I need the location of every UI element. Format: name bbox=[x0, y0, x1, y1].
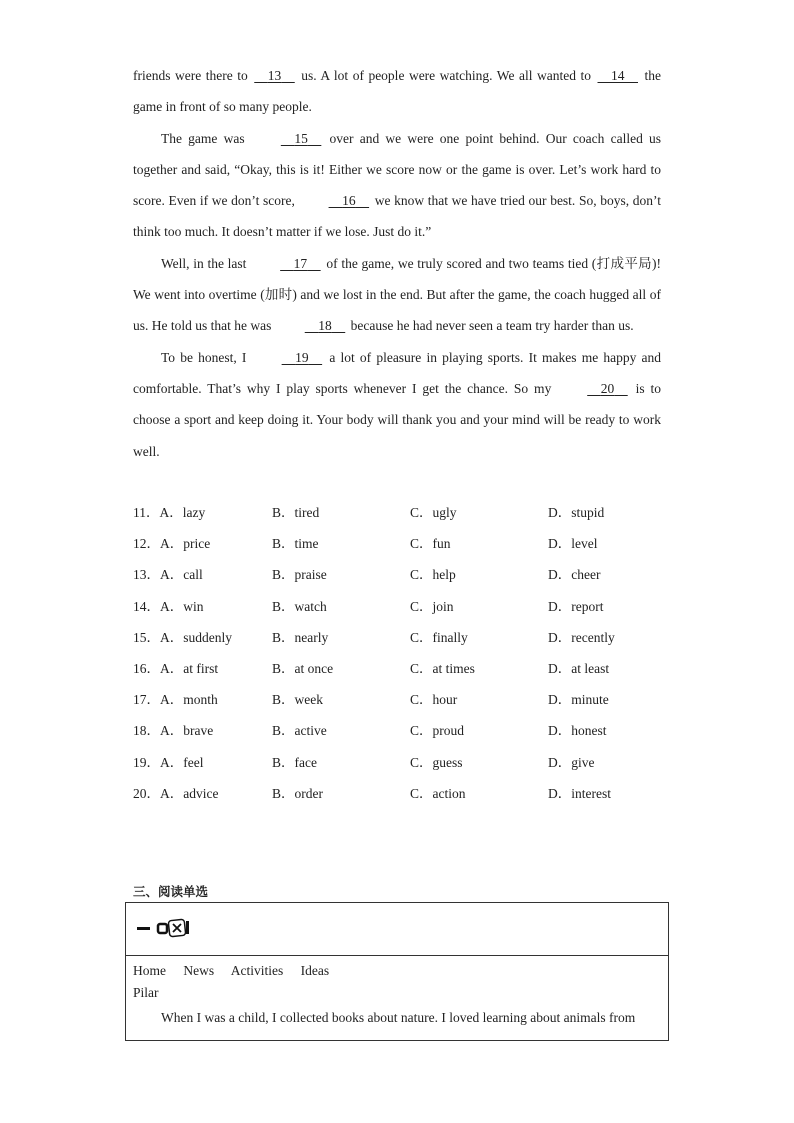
question-row bbox=[133, 622, 693, 653]
paragraph-3 bbox=[133, 248, 661, 342]
option-b: B．tired bbox=[272, 505, 320, 520]
option-a: 19．A．feel bbox=[133, 754, 204, 770]
blank-13: 13 bbox=[267, 68, 282, 83]
question-row bbox=[133, 497, 693, 528]
option-c: C．proud bbox=[410, 723, 464, 739]
option-c: C．join bbox=[410, 598, 454, 614]
question-row bbox=[133, 528, 693, 559]
option-a: 20．A．advice bbox=[133, 785, 219, 801]
blank-18: 18 bbox=[318, 318, 332, 334]
option-c: C．ugly bbox=[410, 505, 457, 520]
option-d: D．interest bbox=[548, 785, 611, 801]
passage-text: To be honest, I bbox=[161, 349, 247, 365]
section-title: 三、阅读单选 bbox=[133, 884, 209, 899]
web-page-header bbox=[126, 903, 668, 956]
question-row bbox=[133, 591, 693, 622]
passage-text: Well, in the last bbox=[161, 255, 247, 271]
blank-17: 17 bbox=[293, 255, 308, 271]
option-b: B．nearly bbox=[272, 629, 329, 645]
option-c: C．action bbox=[410, 785, 466, 801]
question-row bbox=[133, 778, 693, 809]
blank-15: 15 bbox=[294, 130, 308, 146]
option-b: B．watch bbox=[272, 598, 327, 614]
passage-text: us. A lot of people were watching. We all wanted to bbox=[301, 68, 591, 83]
option-c: C．help bbox=[410, 567, 456, 583]
option-b: B．week bbox=[272, 692, 323, 708]
reading-web-page-figure bbox=[125, 902, 669, 1041]
passage-text: over and we were one point behind. Our coach called us together and said, “Okay, this is it! Either we score now or the game is over. Let’s work hard to score. Even if we don’t score, bbox=[133, 130, 662, 209]
blank-14: 14 bbox=[611, 68, 625, 83]
nav-item-news: News bbox=[183, 963, 215, 978]
option-d: D．level bbox=[548, 536, 598, 552]
option-d: D．recently bbox=[548, 629, 615, 645]
option-a: 12．A．price bbox=[133, 536, 211, 552]
passage-text: of the game, we truly scored and two teams tied (打成平局)! We went into overtime (加时) and we lost in the end. But after the game, the coach hugged all of us. He told us that he was bbox=[133, 255, 661, 334]
option-a: 15．A．suddenly bbox=[133, 629, 232, 645]
question-row bbox=[133, 559, 693, 590]
option-a: 18．A．brave bbox=[133, 723, 214, 739]
passage-text: friends were there to bbox=[133, 68, 248, 83]
passage-text: a lot of pleasure in playing sports. It makes me happy and comfortable. That’s why I play sports whenever I get the chance. So my bbox=[133, 349, 662, 396]
option-a: 13．A．call bbox=[133, 567, 203, 583]
web-nav bbox=[133, 963, 343, 979]
option-b: B．face bbox=[272, 754, 317, 770]
option-d: D．give bbox=[548, 754, 595, 770]
option-a: 16．A．at first bbox=[133, 660, 219, 676]
option-d: D．honest bbox=[548, 723, 607, 739]
author-name: Pilar bbox=[133, 985, 159, 1000]
blank-20: 20 bbox=[600, 380, 615, 396]
option-d: D．report bbox=[548, 598, 604, 614]
passage bbox=[133, 60, 661, 467]
question-row bbox=[133, 715, 693, 746]
option-a: 14．A．win bbox=[133, 598, 204, 614]
passage-text: the game in front of so many people. bbox=[133, 68, 662, 115]
nav-item-ideas: Ideas bbox=[300, 963, 330, 978]
question-row bbox=[133, 653, 693, 684]
question-row bbox=[133, 747, 693, 778]
option-b: B．order bbox=[272, 785, 323, 801]
option-b: B．praise bbox=[272, 567, 327, 583]
site-logo-icon bbox=[136, 917, 196, 941]
option-b: B．active bbox=[272, 723, 327, 739]
option-b: B．at once bbox=[272, 660, 334, 676]
option-d: D．minute bbox=[548, 692, 609, 708]
option-a: 11．A．lazy bbox=[133, 505, 206, 520]
option-c: C．at times bbox=[410, 660, 475, 676]
blank-16: 16 bbox=[342, 193, 356, 209]
paragraph-4 bbox=[133, 342, 661, 467]
passage-text: is to choose a sport and keep doing it. Your body will thank you and your mind will be ready to work well. bbox=[133, 380, 662, 459]
nav-item-activities: Activities bbox=[230, 963, 284, 978]
nav-item-home: Home bbox=[133, 963, 166, 978]
question-row bbox=[133, 684, 693, 715]
passage-text: because he had never seen a team try harder than us. bbox=[350, 318, 634, 334]
answer-options bbox=[133, 497, 693, 809]
option-a: 17．A．month bbox=[133, 692, 218, 708]
option-b: B．time bbox=[272, 536, 319, 552]
option-c: C．guess bbox=[410, 754, 463, 770]
option-c: C．hour bbox=[410, 692, 458, 708]
option-d: D．stupid bbox=[548, 505, 605, 520]
blank-19: 19 bbox=[295, 349, 309, 365]
passage-text: we know that we have tried our best. So, boys, don’t think too much. It doesn’t matter if we lose. Just do it.” bbox=[133, 193, 662, 240]
option-d: D．at least bbox=[548, 660, 610, 676]
option-c: C．fun bbox=[410, 536, 451, 552]
passage-text: The game was bbox=[161, 130, 245, 146]
paragraph-2 bbox=[133, 123, 661, 248]
article-text: When I was a child, I collected books about nature. I loved learning about animals from bbox=[161, 1010, 636, 1025]
paragraph-1 bbox=[133, 60, 661, 123]
option-c: C．finally bbox=[410, 629, 468, 645]
option-d: D．cheer bbox=[548, 567, 601, 583]
